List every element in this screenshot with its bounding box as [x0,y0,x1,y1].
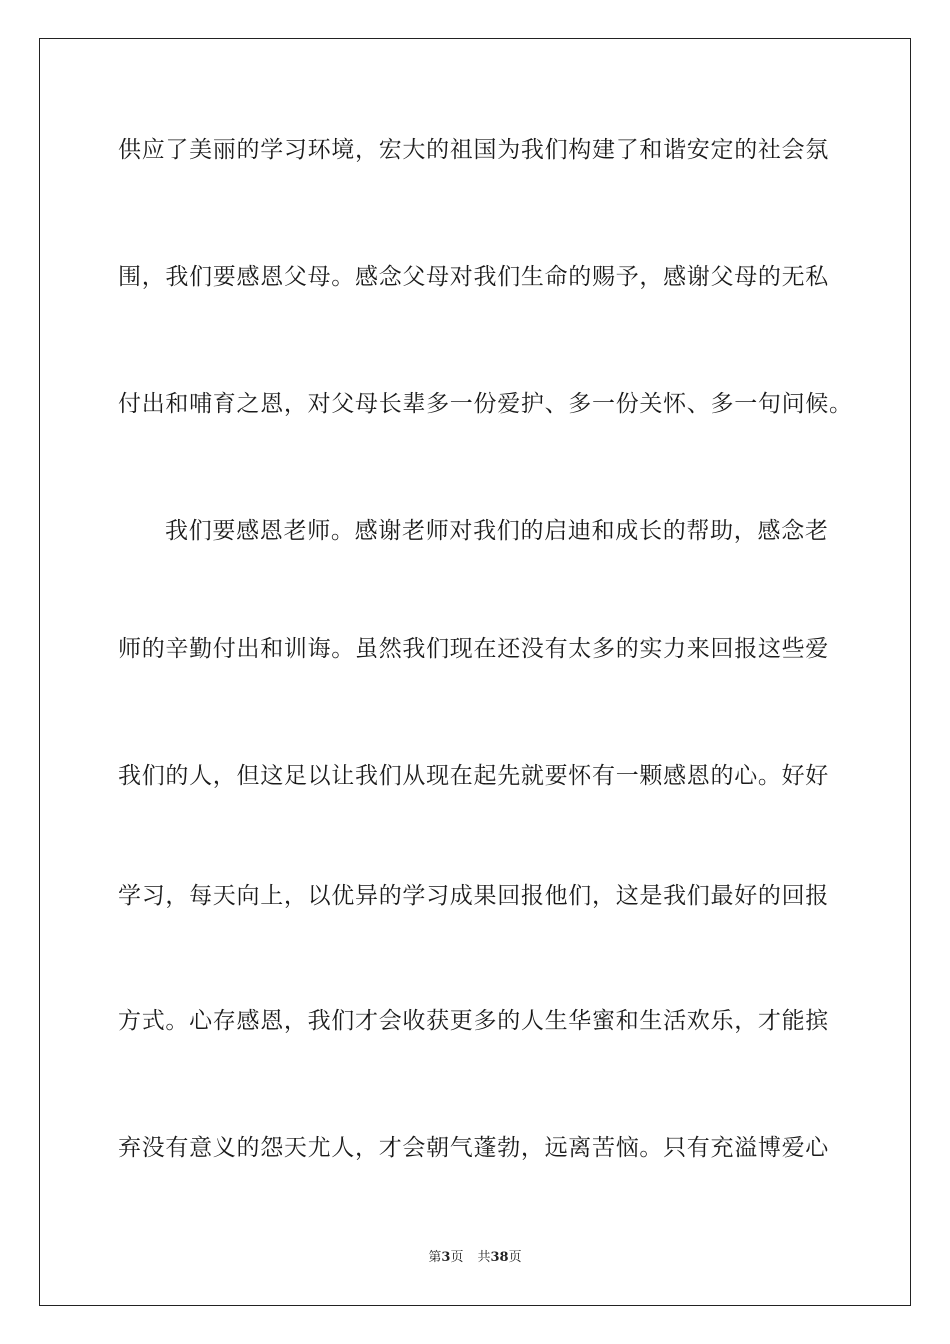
page-prefix: 第 [428,1250,442,1265]
total-pages: 38 [490,1250,509,1265]
total-suffix: 页 [508,1250,522,1265]
body-text-line: 学习，每天向上，以优异的学习成果回报他们，这是我们最好的回报 [118,883,829,909]
total-prefix: 共 [477,1250,491,1265]
body-text-line: 围，我们要感恩父母。感念父母对我们生命的赐予，感谢父母的无私 [118,264,829,290]
body-text-line: 我们要感恩老师。感谢老师对我们的启迪和成长的帮助，感念老 [165,518,829,544]
page-footer [0,1246,950,1265]
body-text-line: 供应了美丽的学习环境，宏大的祖国为我们构建了和谐安定的社会氛 [118,137,829,163]
body-text-line: 方式。心存感恩，我们才会收获更多的人生华蜜和生活欢乐，才能摈 [118,1008,829,1034]
page-suffix: 页 [450,1250,464,1265]
body-text-line: 付出和哺育之恩，对父母长辈多一份爱护、多一份关怀、多一句问候。 [118,391,853,417]
body-text-line: 我们的人，但这足以让我们从现在起先就要怀有一颗感恩的心。好好 [118,763,829,789]
page-border [39,38,911,1306]
body-text-line: 弃没有意义的怨天尤人，才会朝气蓬勃，远离苦恼。只有充溢博爱心 [118,1135,829,1161]
page-number: 3 [441,1250,451,1265]
body-text-line: 师的辛勤付出和训诲。虽然我们现在还没有太多的实力来回报这些爱 [118,636,829,662]
